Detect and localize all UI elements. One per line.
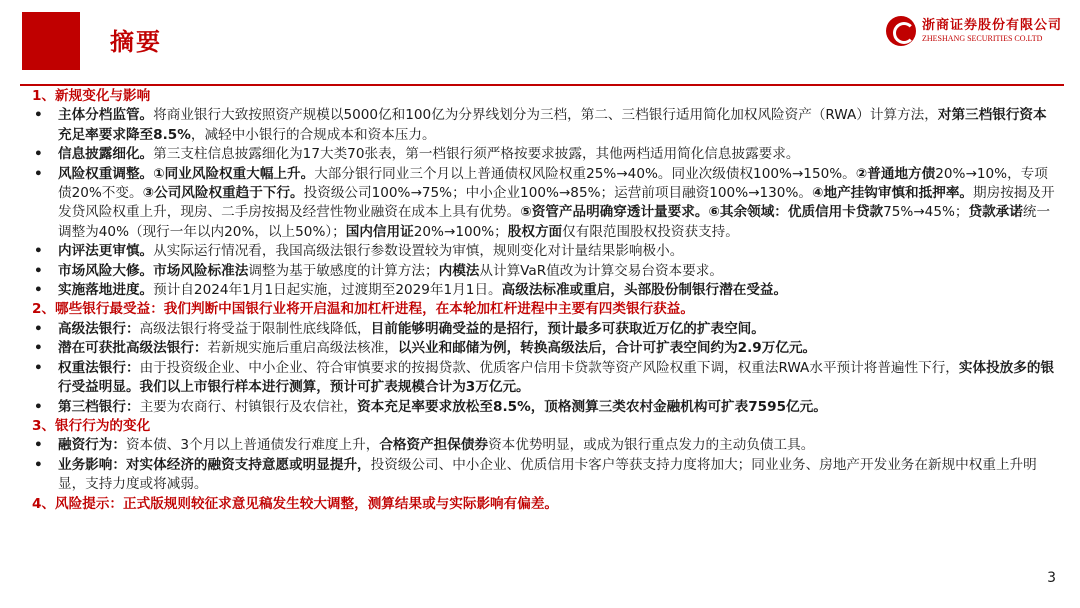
item-text: 从实际运行情况看，我国高级法银行参数设置较为审慎，规则变化对计量结果影响极小。 xyxy=(153,243,684,260)
item-label: 信息披露细化。 xyxy=(58,146,154,163)
bullet-icon: • xyxy=(34,243,43,260)
item-text-emphasis: 股权方面 xyxy=(507,223,563,240)
item-text: 从计算VaR值改为计算交易台资本要求。 xyxy=(479,262,723,279)
item-text-emphasis: 资本充足率要求放松至8.5%，顶格测算三类农村金融机构可扩表7595亿元。 xyxy=(357,398,827,415)
section-heading: 1、新规变化与影响 xyxy=(32,88,151,104)
item-text: 调整为基于敏感度的计算方法； xyxy=(248,262,439,279)
bullet-icon: • xyxy=(34,282,43,299)
section-heading: 3、银行行为的变化 xyxy=(32,417,151,434)
item-label: 风险权重调整。 xyxy=(58,165,154,182)
item-label: 实施落地进度。 xyxy=(58,282,154,299)
item-label: 市场风险大修。 xyxy=(58,262,154,279)
bullet-icon: • xyxy=(34,146,43,163)
item-text: 投资级公司100%→75%；中小企业100%→85%；运营前项目融资100%→130%。 xyxy=(303,185,812,202)
item-label: 潜在可获批高级法银行： xyxy=(58,340,208,357)
item-text-emphasis: 对第三档银行资本充足率要求降至8.5% xyxy=(58,107,1047,143)
item-text: 资本债、3个月以上普通债发行难度上升， xyxy=(125,437,380,454)
item-text: 大部分银行同业三个月以上普通债权风险权重25%→40%。同业次级债权100%→150%。 xyxy=(314,165,856,182)
item-label: 业务影响： xyxy=(58,456,126,473)
item-text: 期房按揭及开发贷风险权重上升，现房、二手房按揭及经营性物业融资在成本上具有优势。 xyxy=(58,185,1055,221)
logo-name-cn: 浙商证券股份有限公司 xyxy=(921,18,1062,33)
item-label: 主体分档监管。 xyxy=(58,107,154,124)
bullet-icon: • xyxy=(34,165,43,182)
item-text-emphasis: 以兴业和邮储为例，转换高级法后，合计可扩表空间约为2.9万亿元。 xyxy=(397,340,817,357)
bullet-item xyxy=(32,242,1060,261)
item-label: 第三档银行： xyxy=(58,398,140,415)
bullet-icon: • xyxy=(34,398,43,415)
item-text-emphasis: 国内信用证 xyxy=(345,223,414,240)
item-text-emphasis: ⑤资管产品明确穿透计量要求。⑥其余领域：优质信用卡贷款 xyxy=(520,204,884,221)
logo-name-en: ZHESHANG SECURITIES CO.LTD xyxy=(921,34,1043,43)
item-label: 内评法更审慎。 xyxy=(58,243,154,260)
header-divider xyxy=(20,84,1064,86)
bullet-item xyxy=(32,145,1060,164)
item-text-emphasis: 市场风险标准法 xyxy=(153,262,249,279)
bullet-item xyxy=(32,165,1060,243)
item-text: 仅有限范围股权投资获支持。 xyxy=(562,223,739,240)
item-label: 高级法银行： xyxy=(58,320,140,337)
item-text: 20%→100%； xyxy=(413,223,508,240)
item-text-emphasis: 目前能够明确受益的是招行，预计最多可获取近万亿的扩表空间。 xyxy=(370,320,765,337)
title-accent-block xyxy=(22,12,80,70)
item-text: 统一调整为40%（现行一年以内20%，以上50%）； xyxy=(58,204,1051,240)
item-text: 投资级公司、中小企业、优质信用卡客户等获支持力度将加大；同业业务、房地产开发业务在新规中权重上升明显，支持力度或将减弱。 xyxy=(58,456,1037,493)
bullet-icon: • xyxy=(34,107,43,124)
item-text: ，减轻中小银行的合规成本和资本压力。 xyxy=(190,126,436,143)
item-text-emphasis: ①同业风险权重大幅上升。 xyxy=(153,165,315,182)
item-label: 融资行为： xyxy=(58,437,126,454)
bullet-item xyxy=(32,262,1060,281)
bullet-icon: • xyxy=(34,359,43,376)
page-number: 3 xyxy=(1047,570,1056,586)
item-text: 75%→45%； xyxy=(883,204,969,221)
slide-title: 摘要 xyxy=(110,28,162,56)
item-text-emphasis: 贷款承诺 xyxy=(968,204,1023,221)
bullet-item xyxy=(32,456,1060,495)
bullet-item xyxy=(32,359,1060,398)
item-text: 高级法银行将受益于限制性底线降低， xyxy=(139,320,371,337)
item-text-emphasis: 合格资产担保债券 xyxy=(379,437,489,454)
item-text-emphasis: 高级法标准或重启，头部股份制银行潜在受益。 xyxy=(501,282,788,299)
item-text: 20%→10%，专项债20%不变。 xyxy=(58,165,1048,202)
item-label: 权重法银行： xyxy=(58,359,140,376)
item-text-emphasis: ②普通地方债 xyxy=(855,165,936,182)
bullet-icon: • xyxy=(34,437,43,454)
section-heading: 2、哪些银行最受益：我们判断中国银行业将开启温和加杠杆进程，在本轮加杠杆进程中主要有四类银行获益。 xyxy=(32,301,694,318)
item-text: 主要为农商行、村镇银行及农信社， xyxy=(139,398,358,415)
item-text: 将商业银行大致按照资产规模以5000亿和100亿为分界线划分为三档，第二、三档银行适用简化加权风险资产（RWA）计算方法， xyxy=(153,107,938,124)
bullet-icon: • xyxy=(34,456,43,473)
logo-emblem-icon xyxy=(886,16,916,46)
item-text: 预计自2024年1月1日起实施，过渡期至2029年1月1日。 xyxy=(153,282,502,299)
item-text-emphasis: 实体投放多的银行受益明显。我们以上市银行样本进行测算，预计可扩表规模合计为3万亿元。 xyxy=(58,359,1055,396)
item-text-emphasis: 对实体经济的融资支持意愿或明显提升， xyxy=(125,456,371,473)
slide-header xyxy=(0,0,1080,80)
summary-content xyxy=(32,87,1060,514)
item-text: 资本优势明显，或成为银行重点发力的主动负债工具。 xyxy=(488,437,815,454)
bullet-item xyxy=(32,320,1060,339)
bullet-icon: • xyxy=(34,340,43,357)
item-text-emphasis: ④地产挂钩审慎和抵押率。 xyxy=(811,185,974,202)
company-logo xyxy=(886,16,1062,46)
bullet-item xyxy=(32,436,1060,455)
bullet-icon: • xyxy=(34,262,43,279)
bullet-item xyxy=(32,339,1060,358)
item-text: 第三支柱信息披露细化为17大类70张表，第一档银行须严格按要求披露，其他两档适用简化信息披露要求。 xyxy=(153,146,800,163)
bullet-item xyxy=(32,398,1060,417)
section-heading: 4、风险提示：正式版规则较征求意见稿发生较大调整，测算结果或与实际影响有偏差。 xyxy=(32,495,559,512)
item-text-emphasis: ③公司风险权重趋于下行。 xyxy=(142,185,304,202)
item-text: 若新规实施后重启高级法核准， xyxy=(207,340,398,357)
bullet-item xyxy=(32,281,1060,300)
item-text-emphasis: 内模法 xyxy=(438,262,480,279)
bullet-item xyxy=(32,106,1060,145)
bullet-icon: • xyxy=(34,320,43,337)
item-text: 由于投资级企业、中小企业、符合审慎要求的按揭贷款、优质客户信用卡贷款等资产风险权重下调，权重法RWA水平预计将普遍性下行， xyxy=(139,359,959,376)
